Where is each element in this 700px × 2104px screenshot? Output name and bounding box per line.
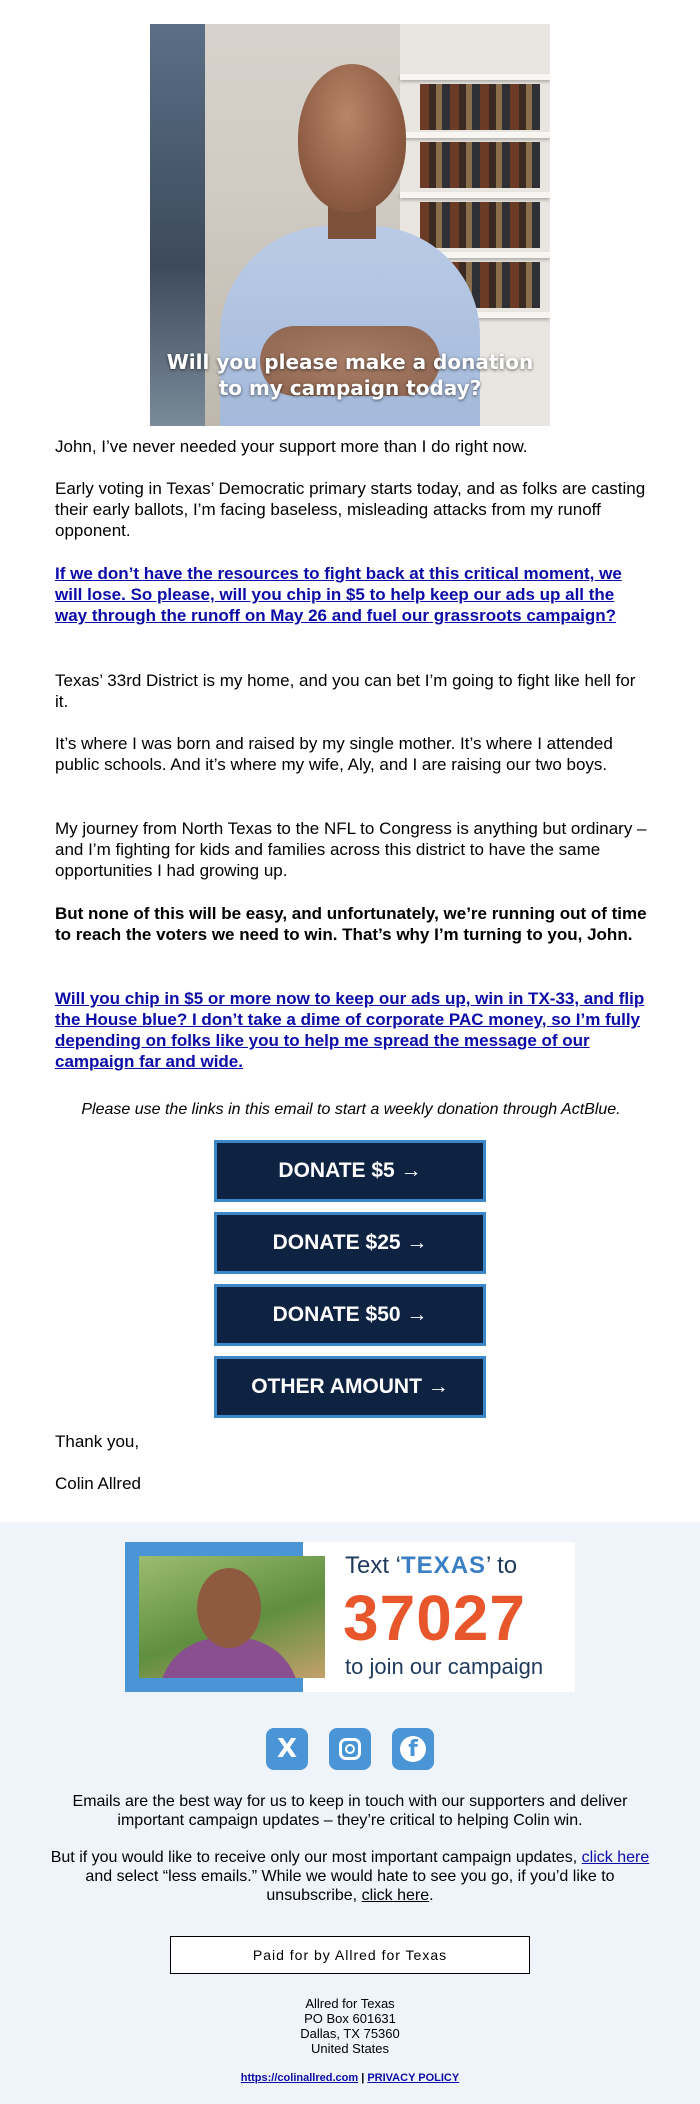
hero-video-thumbnail[interactable] bbox=[150, 24, 550, 426]
facebook-icon[interactable]: f bbox=[392, 1728, 434, 1770]
hero-caption bbox=[150, 349, 550, 401]
mailing-address bbox=[0, 1996, 700, 2056]
footer-links bbox=[0, 2072, 700, 2084]
donate-5-button[interactable]: DONATE $5 → bbox=[214, 1140, 486, 1202]
early-voting-paragraph: Early voting in Texas’ Democratic primary starts today, and as folks are casting their early ballots, I’m facing baseless, misleading attacks from my runoff opponent. bbox=[55, 479, 646, 540]
x-icon[interactable]: X bbox=[266, 1728, 308, 1770]
less-emails-link[interactable]: click here bbox=[581, 1849, 650, 1866]
unsubscribe-link[interactable]: click here bbox=[361, 1887, 430, 1904]
hero-caption-line1: Will you please make a donation bbox=[166, 350, 534, 374]
district-paragraph: Texas’ 33rd District is my home, and you can bet I’m going to fight like hell for it. bbox=[55, 671, 636, 711]
greeting-paragraph: John, I’ve never needed your support more than I do right now. bbox=[55, 437, 528, 456]
text-to-join-banner[interactable] bbox=[125, 1542, 575, 1692]
donate-link-paragraph-2[interactable]: Will you chip in $5 or more now to keep our ads up, win in TX-33, and flip the House blue? I don’t take a dime of corporate PAC money, so I’m fully depending on folks like you to help me spread the message of our campaign far and wide. bbox=[55, 989, 645, 1071]
address-line: United States bbox=[310, 2041, 390, 2056]
instagram-icon[interactable] bbox=[329, 1728, 371, 1770]
thanks-text: Thank you, bbox=[55, 1432, 140, 1451]
banner-shortcode: 37027 bbox=[343, 1582, 526, 1654]
footer-email-paragraph: Emails are the best way for us to keep in touch with our supporters and deliver important campaign updates – they’re critical to helping Colin win. bbox=[72, 1793, 628, 1829]
family-paragraph: It’s where I was born and raised by my single mother. It’s where I attended public schools. And it’s where my wife, Aly, and I are raising our two boys. bbox=[55, 734, 613, 774]
journey-paragraph: My journey from North Texas to the NFL to Congress is anything but ordinary – and I’m fighting for kids and families across this district to have the same opportunities I had growing up. bbox=[55, 819, 647, 880]
donate-50-button[interactable]: DONATE $50 → bbox=[214, 1284, 486, 1346]
footer-unsubscribe-paragraph: But if you would like to receive only our most important campaign updates, click here and select “less emails.” While we would hate to see you go, if you’d like to unsubscribe, click here. bbox=[50, 1849, 650, 1904]
signature-text: Colin Allred bbox=[55, 1474, 141, 1493]
donate-25-button[interactable]: DONATE $25 → bbox=[214, 1212, 486, 1274]
privacy-policy-link[interactable]: PRIVACY POLICY bbox=[367, 2072, 460, 2084]
address-line: PO Box 601631 bbox=[304, 2011, 396, 2026]
hero-caption-line2: to my campaign today? bbox=[218, 376, 482, 400]
banner-tagline: to join our campaign bbox=[345, 1654, 544, 1679]
social-links bbox=[266, 1728, 434, 1772]
footer bbox=[0, 1522, 700, 2104]
donate-link-paragraph-1[interactable]: If we don’t have the resources to fight back at this critical moment, we will lose. So please, will you chip in $5 to help keep our ads up all the way through the runoff on May 26 and fuel our grassroots campaign? bbox=[55, 564, 622, 625]
other-amount-button[interactable]: OTHER AMOUNT → bbox=[214, 1356, 486, 1418]
website-link[interactable]: https://colinallred.com bbox=[240, 2072, 359, 2084]
banner-text-line: Text ‘TEXAS’ to bbox=[345, 1552, 518, 1579]
urgency-paragraph: But none of this will be easy, and unfortunately, we’re running out of time to reach the voters we need to win. That’s why I’m turning to you, John. bbox=[55, 904, 647, 944]
paid-for-disclaimer: Paid for by Allred for Texas bbox=[170, 1936, 530, 1974]
address-line: Dallas, TX 75360 bbox=[300, 2026, 400, 2041]
banner-photo bbox=[139, 1556, 325, 1678]
address-line: Allred for Texas bbox=[305, 1996, 395, 2011]
banner-keyword: TEXAS bbox=[401, 1552, 487, 1579]
actblue-note: Please use the links in this email to start a weekly donation through ActBlue. bbox=[81, 1101, 621, 1118]
link-separator: | bbox=[361, 2072, 365, 2084]
